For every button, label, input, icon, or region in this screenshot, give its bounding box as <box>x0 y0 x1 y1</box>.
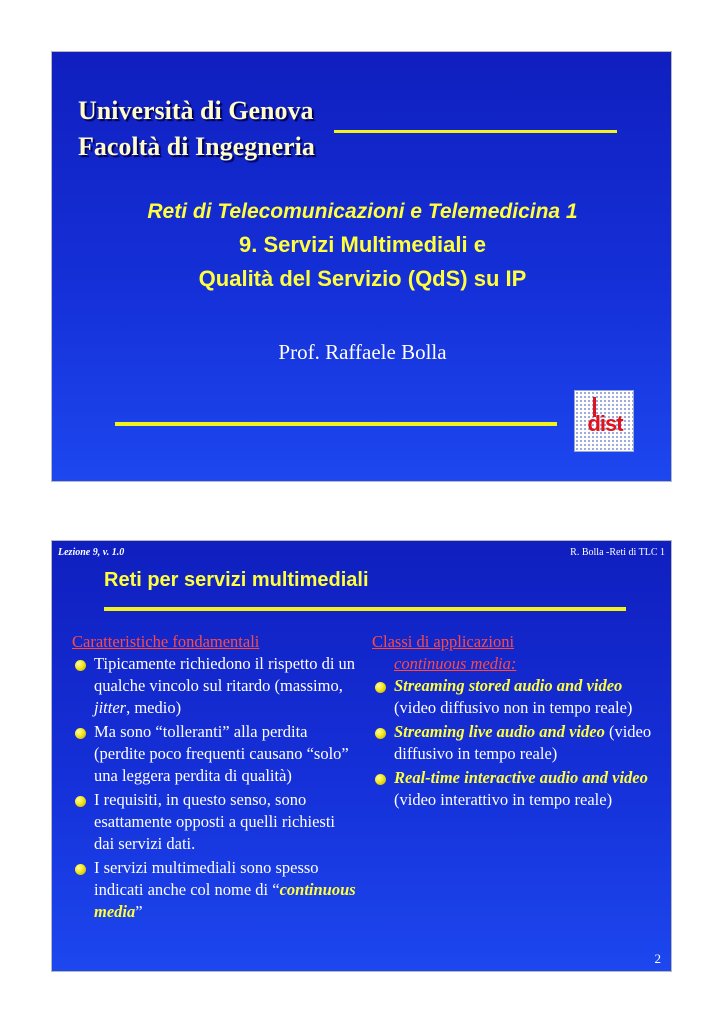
bullet-emphasis: continuous media <box>94 880 356 921</box>
bullet-text: I servizi multimediali sono spesso indicati anche col nome di “ <box>94 858 319 899</box>
lecture-label: Lezione 9, v. 1.0 <box>58 547 125 558</box>
left-column <box>72 631 357 925</box>
faculty-name: Facoltà di Ingegneria <box>78 132 315 161</box>
bullet-text: ” <box>135 902 143 921</box>
header-rule <box>334 130 617 133</box>
bullet-text: (video diffusivo non in tempo reale) <box>394 698 633 717</box>
content-slide <box>51 540 672 972</box>
bullet-icon <box>375 774 386 785</box>
bullet-text: I requisiti, in questo senso, sono esattamente opposti a quelli richiesti dai servizi dati. <box>94 790 336 853</box>
bullet-icon <box>75 864 86 875</box>
list-item <box>72 653 357 719</box>
professor-name: Prof. Raffaele Bolla <box>278 340 447 364</box>
right-column <box>372 631 652 813</box>
slide-title-line1: 9. Servizi Multimediali e <box>239 232 486 257</box>
left-column-heading: Caratteristiche fondamentali <box>72 632 260 651</box>
bullet-text: , medio) <box>126 698 182 717</box>
course-name: Reti di Telecomunicazioni e Telemedicina 1 <box>147 200 578 223</box>
bullet-text: Ma sono “tolleranti” alla perdita (perdite poco frequenti causano “solo” una leggera perdita di qualità) <box>94 722 349 785</box>
footer-rule <box>115 422 557 426</box>
slide-title: Reti per servizi multimediali <box>104 569 369 591</box>
bullet-text: (video interattivo in tempo reale) <box>394 790 613 809</box>
bullet-emphasis: Streaming live audio and video <box>394 722 605 741</box>
bullet-icon <box>75 660 86 671</box>
logo-text: dist <box>587 411 623 436</box>
bullet-text: (video diffusivo in tempo reale) <box>394 722 652 763</box>
bullet-emphasis: jitter <box>94 698 127 717</box>
dist-logo <box>574 390 634 452</box>
title-slide <box>51 51 672 482</box>
bullet-icon <box>75 796 86 807</box>
bullet-icon <box>375 682 386 693</box>
page-number: 2 <box>654 951 661 966</box>
author-label: R. Bolla -Reti di TLC 1 <box>570 547 665 558</box>
title-rule <box>104 607 626 611</box>
list-item <box>372 767 652 811</box>
right-column-subheading: continuous media: <box>394 654 517 673</box>
right-column-heading: Classi di applicazioni <box>372 632 515 651</box>
list-item <box>372 721 652 765</box>
bullet-text: Tipicamente richiedono il rispetto di un qualche vincolo sul ritardo (massimo, <box>94 654 356 695</box>
list-item <box>72 789 357 855</box>
bullet-emphasis: Real-time interactive audio and video <box>394 768 648 787</box>
bullet-icon <box>75 728 86 739</box>
bullet-emphasis: Streaming stored audio and video <box>394 676 623 695</box>
list-item <box>72 857 357 923</box>
bullet-icon <box>375 728 386 739</box>
slide-title-line2: Qualità del Servizio (QdS) su IP <box>198 266 527 291</box>
list-item <box>72 721 357 787</box>
list-item <box>372 675 652 719</box>
university-name: Università di Genova <box>78 96 314 125</box>
